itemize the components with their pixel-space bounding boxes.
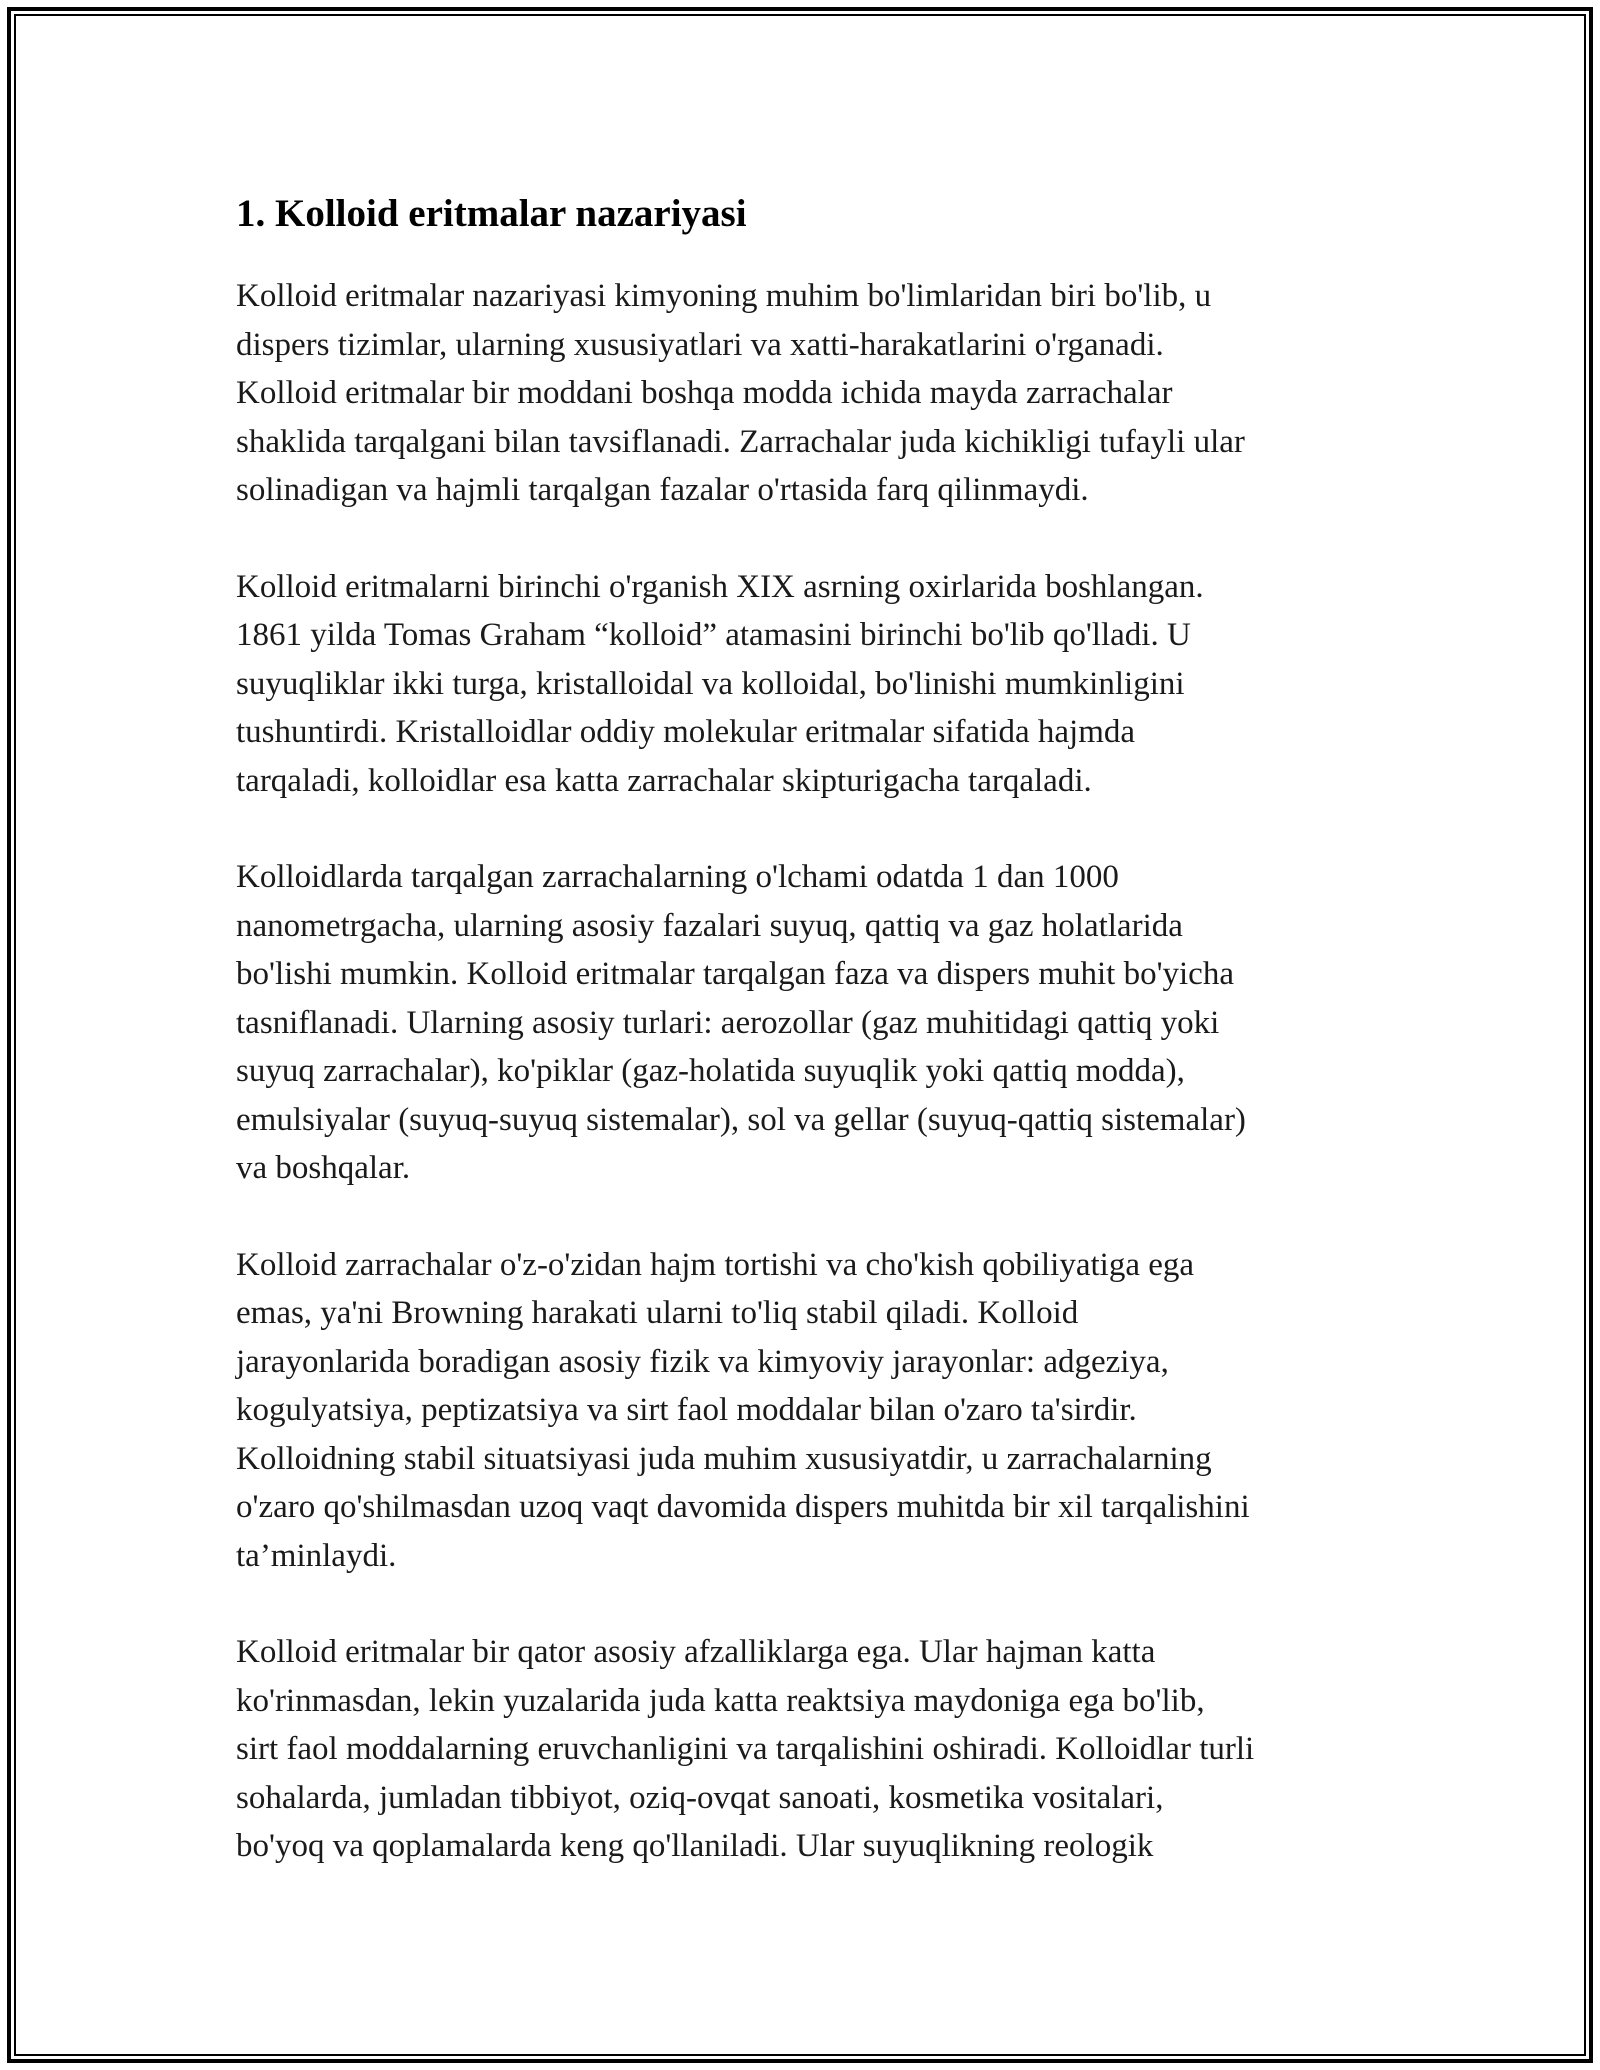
text-line: ta’minlaydi. [236, 1537, 397, 1574]
document-body [236, 186, 1376, 1919]
text-line: va boshqalar. [236, 1150, 411, 1186]
text-line: shaklida tarqalgani bilan tavsiflanadi. Zarrachalar juda kichikligi tufayli ular [236, 423, 1245, 460]
text-line: Kolloid zarrachalar o'z-o'zidan hajm tortishi va cho'kish qobiliyatiga ega [236, 1246, 1195, 1283]
paragraph-2 [236, 563, 1376, 806]
paragraph-5 [236, 1628, 1376, 1871]
text-line: bo'lishi mumkin. Kolloid eritmalar tarqalgan faza va dispers muhit bo'yicha [236, 956, 1234, 992]
text-line: dispers tizimlar, ularning xususiyatlari va xatti-harakatlarini o'rganadi. [236, 326, 1164, 363]
text-line: emulsiyalar (suyuq-suyuq sistemalar), sol va gellar (suyuq-qattiq sistemalar) [236, 1101, 1246, 1138]
text-line: tasniflanadi. Ularning asosiy turlari: aerozollar (gaz muhitidagi qattiq yoki [236, 1004, 1220, 1041]
text-line: 1861 yilda Tomas Graham “kolloid” atamasini birinchi bo'lib qo'lladi. U [236, 617, 1191, 653]
paragraph-4 [236, 1241, 1376, 1581]
text-line: Kolloid eritmalarni birinchi o'rganish XIX asrning oxirlarida boshlangan. [236, 568, 1204, 605]
section-heading: 1. Kolloid eritmalar nazariyasi [236, 192, 747, 235]
text-line: tarqaladi, kolloidlar esa katta zarrachalar skipturigacha tarqaladi. [236, 762, 1092, 799]
text-line: Kolloid eritmalar bir moddani boshqa modda ichida mayda zarrachalar [236, 375, 1173, 411]
paragraph-1 [236, 272, 1376, 515]
text-line: solinadigan va hajmli tarqalgan fazalar o'rtasida farq qilinmaydi. [236, 472, 1089, 508]
text-line: sirt faol moddalarning eruvchanligini va tarqalishini oshiradi. Kolloidlar turli [236, 1731, 1255, 1767]
text-line: tushuntirdi. Kristalloidlar oddiy molekular eritmalar sifatida hajmda [236, 714, 1136, 750]
text-line: kogulyatsiya, peptizatsiya va sirt faol moddalar bilan o'zaro ta'sirdir. [236, 1392, 1137, 1428]
text-line: Kolloidning stabil situatsiyasi juda muhim xususiyatdir, u zarrachalarning [236, 1440, 1212, 1477]
text-line: bo'yoq va qoplamalarda keng qo'llaniladi. Ular suyuqlikning reologik [236, 1828, 1154, 1864]
text-line: suyuq zarrachalar), ko'piklar (gaz-holatida suyuqlik yoki qattiq modda), [236, 1053, 1185, 1089]
text-line: Kolloid eritmalar nazariyasi kimyoning muhim bo'limlaridan biri bo'lib, u [236, 278, 1212, 314]
text-line: o'zaro qo'shilmasdan uzoq vaqt davomida dispers muhitda bir xil tarqalishini [236, 1489, 1250, 1525]
text-line: ko'rinmasdan, lekin yuzalarida juda katta reaktsiya maydoniga ega bo'lib, [236, 1682, 1205, 1719]
text-line: Kolloid eritmalar bir qator asosiy afzalliklarga ega. Ular hajman katta [236, 1634, 1156, 1670]
paragraph-3 [236, 853, 1376, 1193]
text-line: nanometrgacha, ularning asosiy fazalari suyuq, qattiq va gaz holatlarida [236, 907, 1183, 944]
text-line: sohalarda, jumladan tibbiyot, oziq-ovqat sanoati, kosmetika vositalari, [236, 1779, 1164, 1816]
text-line: Kolloidlarda tarqalgan zarrachalarning o'lchami odatda 1 dan 1000 [236, 859, 1119, 895]
text-line: suyuqliklar ikki turga, kristalloidal va kolloidal, bo'linishi mumkinligini [236, 665, 1185, 702]
text-line: jarayonlarida boradigan asosiy fizik va kimyoviy jarayonlar: adgeziya, [236, 1343, 1169, 1380]
text-line: emas, ya'ni Browning harakati ularni to'liq stabil qiladi. Kolloid [236, 1295, 1079, 1331]
